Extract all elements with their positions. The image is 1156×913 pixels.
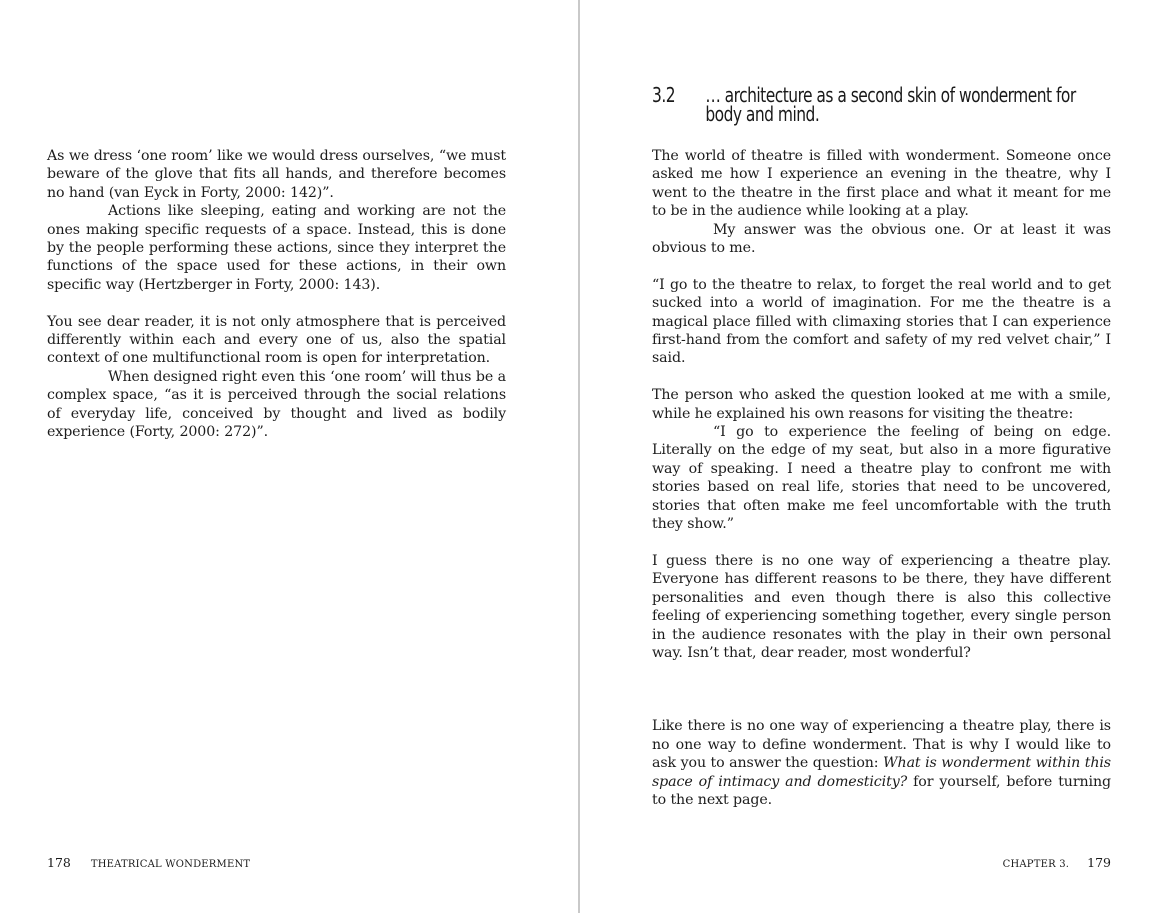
closing-text-before: Like there is no one way of experiencing a theatre play, there is no one way to define wonderment. That is why I would like to ask you to answer the question: [652,718,1111,772]
left-page [47,0,506,913]
closing-text-after: for yourself, before turning to the next page. [652,773,1112,808]
paragraph: “I go to experience the feeling of being on edge. Literally on the edge of my seat, but also in a more figurative way of speaking. I need a theatre play to confront me with stories based on real life, stories that need to be uncovered, stories that often make me feel uncomfortable with the truth they show.” [652,424,1111,533]
page-gutter [578,0,580,913]
paragraph: As we dress ‘one room’ like we would dress ourselves, “we must beware of the glove that fits all hands, and therefore becomes no hand (van Eyck in Forty, 2000: 142)”. [47,148,506,201]
section-title-line-2: body and mind. [705,102,820,126]
page-number: 178 [47,855,71,870]
paragraph: You see dear reader, it is not only atmosphere that is perceived differently within each and every one of us, also the spatial context of one multifunctional room is open for interpretation. [47,313,506,367]
paragraph: When designed right even this ‘one room’ will thus be a complex space, “as it is perceived through the social relations of everyday life, conceived by thought and lived as bodily experience (Forty, 2000: 272)”. [47,368,506,441]
closing-paragraph [652,717,1111,809]
section-title-line-1: … architecture as a second skin of wonderment for [705,83,1076,107]
paragraph: My answer was the obvious one. Or at least it was obvious to me. [652,221,1111,257]
page-number: 179 [1087,855,1111,870]
closing-question: What is wonderment within this space of intimacy and domesticity? [652,755,1111,790]
paragraph: Actions like sleeping, eating and working are not the ones making specific requests of a space. Instead, this is done by the people performing these actions, since they interpret the functions of the space used for these actions, in their own specific way (Hertzberger in Forty, 2000: 143). [47,203,506,293]
right-page [652,0,1111,913]
paragraph: “I go to the theatre to relax, to forget the real world and to get sucked into a world of imagination. For me the theatre is a magical place filled with climaxing stories that I can experience first-hand from the comfort and safety of my red velvet chair,” I said. [652,276,1111,367]
paragraph: I guess there is no one way of experiencing a theatre play. Everyone has different reasons to be there, they have different personalities and even though there is also this collective feeling of experiencing something together, every single person in the audience resonates with the play in their own personal way. Isn’t that, dear reader, most wonderful? [652,552,1111,661]
section-heading [652,83,1111,126]
running-head: THEATRICAL WONDERMENT [90,859,251,870]
left-page-body [47,147,506,441]
paragraph: The person who asked the question looked at me with a smile, while he explained his own reasons for visiting the theatre: [652,387,1111,422]
right-page-body [652,147,1111,809]
section-number: 3.2 [652,83,676,107]
right-page-footer [1003,855,1111,873]
paragraph: The world of theatre is filled with wonderment. Someone once asked me how I experience an evening in the theatre, why I went to the theatre in the first place and what it meant for me to be in the audience while looking at a play. [652,148,1111,220]
running-head: CHAPTER 3. [1002,859,1070,870]
left-page-footer [47,855,250,873]
